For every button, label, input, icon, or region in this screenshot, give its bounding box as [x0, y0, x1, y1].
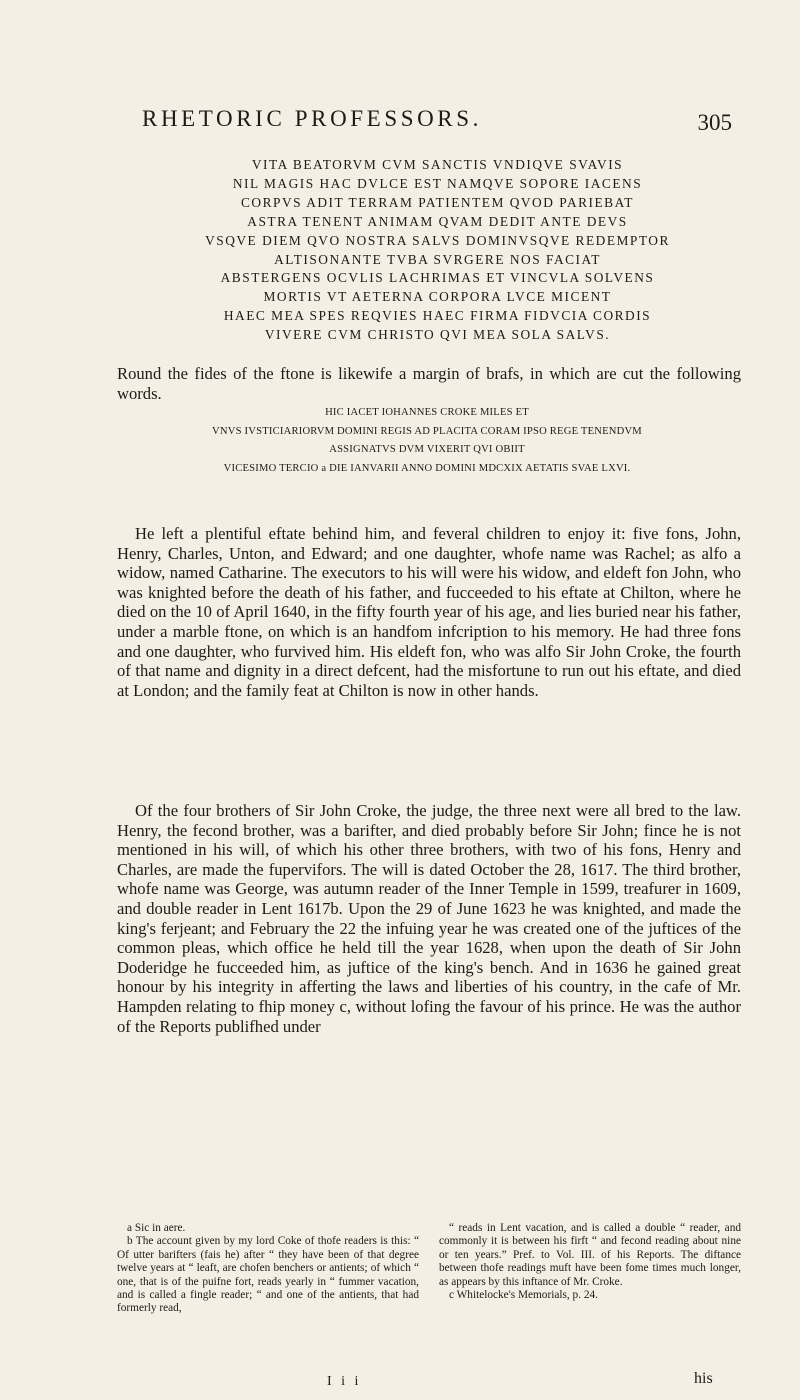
inscription-line: VICESIMO TERCIO a DIE IANVARII ANNO DOMINI MDCXIX AETATIS SVAE LXVI.: [223, 462, 631, 474]
epitaph-line: CORPVS ADIT TERRAM PATIENTEM QVOD PARIEBAT: [241, 194, 634, 210]
inscription-line: HIC IACET IOHANNES CROKE MILES ET: [325, 407, 529, 418]
body-paragraph-1: [117, 524, 741, 700]
footnote: “ reads in Lent vacation, and is called a double “ reader, and commonly it is between his firft “ and fecond reading about nine or ten years.” Pref. to Vol. III. of his Reports. The diftance between thofe readings muft have been fome times much longer, as appears by this inftance of Mr. Croke.: [439, 1222, 741, 1288]
epitaph-line: VIVERE CVM CHRISTO QVI MEA SOLA SALVS.: [264, 327, 611, 343]
footnote-column-right: [439, 1222, 741, 1316]
latin-epitaph: [130, 156, 745, 345]
epitaph-line: VITA BEATORVM CVM SANCTIS VNDIQVE SVAVIS: [251, 157, 624, 172]
running-head: RHETORIC PROFESSORS.: [142, 106, 482, 131]
paragraph-text: He left a plentiful eftate behind him, and feveral children to enjoy it: five fons, John, Henry, Charles, Unton, and Edward; and one daughter, whofe name was Rachel; as alfo a widow, named Catharine. The executors to his will were his widow, and eldeft fon John, who was knighted before the death of his father, and fucceeded to his eftate at Chilton, where he died on the 10 of April 1640, in the fifty fourth year of his age, and lies buried near his father, under a marble ftone, on which is an handfom infcription to his memory. He had three fons and one daughter, who furvived him. His eldeft fon, who was alfo Sir John Croke, the fourth of that name and dignity in a direct defcent, had the misfortune to run out his eftate, and died at London; and the family feat at Chilton is now in other hands.: [117, 524, 741, 700]
page-number: 305: [697, 110, 732, 135]
intro-paragraph: [117, 364, 741, 403]
epitaph-line: VSQVE DIEM QVO NOSTRA SALVS DOMINVSQVE REDEMPTOR: [205, 232, 670, 248]
footnote-column-left: [117, 1222, 419, 1316]
inscription-line: ASSIGNATVS DVM VIXERIT QVI OBIIT: [329, 444, 525, 456]
epitaph-line: MORTIS VT AETERNA CORPORA LVCE MICENT: [263, 289, 612, 305]
paragraph-text: Of the four brothers of Sir John Croke, the judge, the three next were all bred to the law. Henry, the fecond brother, was a barifter, and died probably before Sir John; fince he is not mentioned in his will, of which his other three brothers, with two of his fons, Henry and Charles, are made the fupervifors. The will is dated October the 28, 1617. The third brother, whofe name was George, was autumn reader of the Inner Temple in 1599, treafurer in 1609, and double reader in Lent 1617b. Upon the 29 of June 1623 he was knighted, and made the king's ferjeant; and February the 22 the infuing year he was created one of the juftices of the common pleas, which office he held till the year 1628, when upon the death of Sir John Doderidge he fucceeded him, as juftice of the king's bench. And in 1636 he gained great honour by his integrity in afferting the laws and liberties of his country, in the cafe of Mr. Hampden relating to fhip money c, without lofing the favour of his prince. He was the author of the Reports publifhed under: [117, 801, 741, 1036]
epitaph-line: ABSTERGENS OCVLIS LACHRIMAS ET VINCVLA SOLVENS: [220, 270, 655, 286]
epitaph-line: ALTISONANTE TVBA SVRGERE NOS FACIAT: [274, 251, 601, 267]
footnote: b The account given by my lord Coke of thofe readers is this: “ Of utter barifters (fais he) after “ they have been of that degree twelve years at “ leaft, are chofen benchers or antients; of which “ one, that is of the puifne fort, reads yearly in “ fummer vacation, and is called a fingle reader; “ and one of the antients, that had formerly read,: [117, 1235, 419, 1315]
epitaph-line: NIL MAGIS HAC DVLCE EST NAMQVE SOPORE IACENS: [232, 175, 643, 191]
footnote: c Whitelocke's Memorials, p. 24.: [449, 1289, 598, 1302]
footnote: a Sic in aere.: [127, 1222, 186, 1234]
catchword: his: [694, 1370, 713, 1387]
epitaph-line: HAEC MEA SPES REQVIES HAEC FIRMA FIDVCIA CORDIS: [223, 308, 652, 324]
intro-text: Round the fides of the ftone is likewife a margin of brafs, in which are cut the following words.: [117, 364, 741, 403]
inscription-line: VNVS IVSTICIARIORVM DOMINI REGIS AD PLACITA CORAM IPSO REGE TENENDVM: [212, 425, 642, 437]
epitaph-line: ASTRA TENENT ANIMAM QVAM DEDIT ANTE DEVS: [247, 213, 628, 229]
signature-mark: I i i: [327, 1374, 362, 1389]
footnotes: [117, 1222, 741, 1316]
body-paragraph-2: [117, 801, 741, 1036]
margin-inscription: [112, 404, 742, 478]
